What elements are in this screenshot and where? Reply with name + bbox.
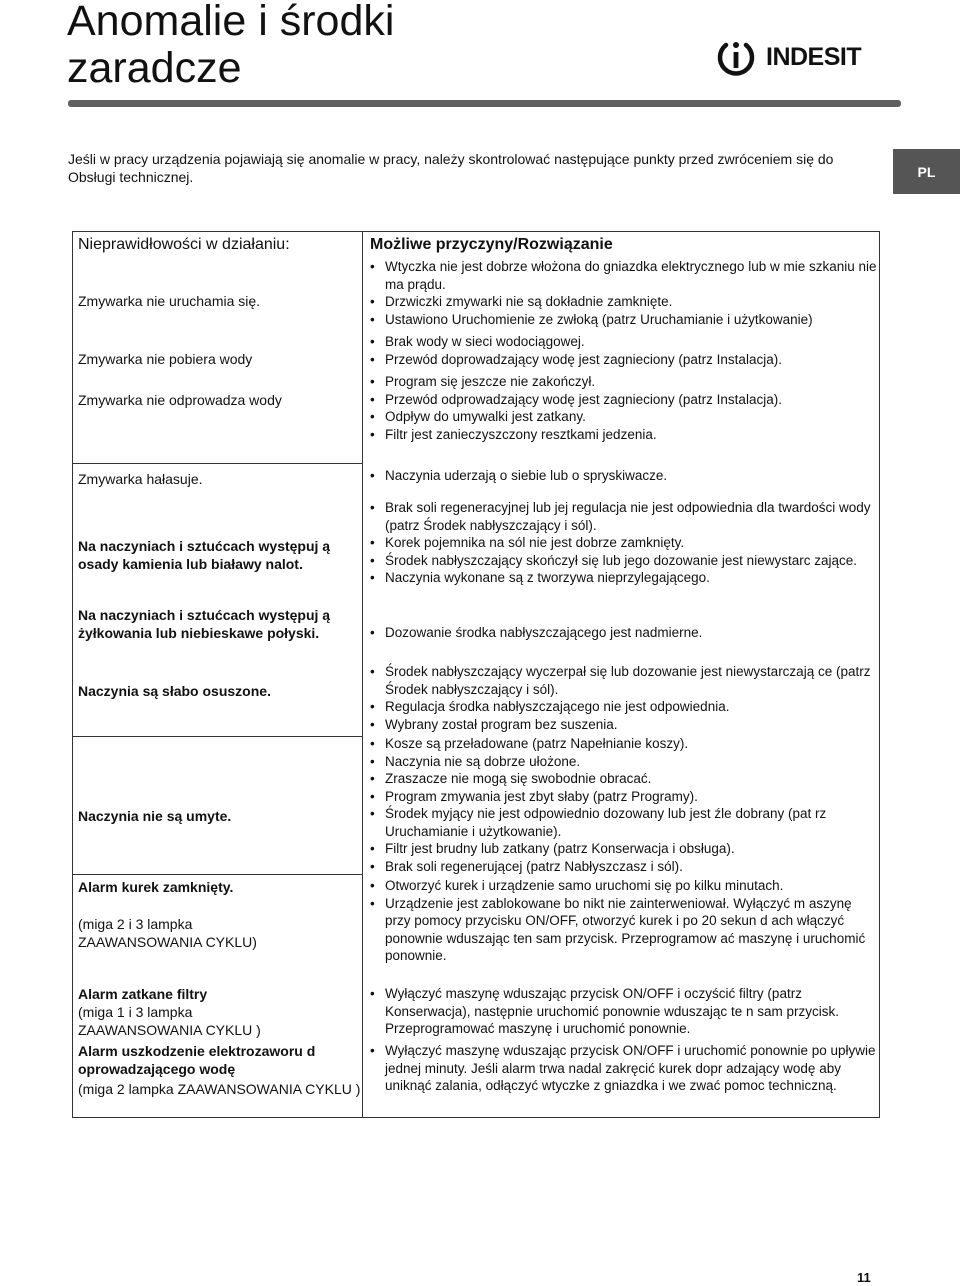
solution-list [370, 333, 878, 368]
page-number: 11 [857, 1270, 871, 1285]
problem-item: Na naczyniach i sztućcach występuj ą osady kamienia lub białawy nalot. [78, 538, 331, 572]
solution-item: • Brak soli regeneracyjnej lub jej regulacja nie jest odpowiednia dla twardości wody (patrz Środek nabłyszczający i sól). [370, 499, 878, 534]
problem-item: Alarm zatkane filtry [78, 986, 208, 1002]
solution-item: • Urządzenie jest zablokowane bo nikt nie zainterweniował. Wyłączyć m aszynę przy pomocy przycisku ON/OFF, otworzyć kurek i po 20 sekun d ach włączyć ponownie wduszając ten sam przycisk. Przeprogramow ać maszynę i uruchomić ponownie. [370, 895, 878, 965]
title-line-1: Anomalie i środki [67, 0, 395, 45]
solution-item: • Wyłączyć maszynę wduszając przycisk ON/OFF i uruchomić ponownie po upływie jednej minuty. Jeśli alarm trwa nadal zakręcić kurek dopr adzający wodę aby uniknąć zalania, odłączyć wtyczke z gniazdka i we zwać pomoc techniczną. [370, 1042, 878, 1095]
solution-item: • Brak wody w sieci wodociągowej. [370, 333, 878, 351]
solution-item: • Program się jeszcze nie zakończył. [370, 373, 878, 391]
solution-item: • Odpływ do umywalki jest zatkany. [370, 408, 878, 426]
solution-item: • Wybrany został program bez suszenia. [370, 716, 878, 734]
solution-item: • Wtyczka nie jest dobrze włożona do gniazdka elektrycznego lub w mie szkaniu nie ma prądu. [370, 258, 878, 293]
solution-item: • Zraszacze nie mogą się swobodnie obracać. [370, 770, 878, 788]
solution-list [370, 663, 878, 733]
power-logo-icon [714, 36, 758, 80]
solution-item: • Środek nabłyszczający skończył się lub jego dozowanie jest niewystarc zające. [370, 552, 878, 570]
solution-item: • Ustawiono Uruchomienie ze zwłoką (patrz Uruchamianie i użytkowanie) [370, 311, 878, 329]
problem-item: Alarm uszkodzenie elektrozaworu d oprowadzającego wodę [78, 1043, 316, 1077]
problem-item: Zmywarka hałasuje. [78, 471, 203, 487]
problem-item: Zmywarka nie pobiera wody [78, 351, 253, 367]
solutions-header: Możliwe przyczyny/Rozwiązanie [370, 236, 613, 253]
brand-name: INDESIT [766, 43, 862, 71]
row-divider [72, 463, 363, 464]
solution-item: • Dozowanie środka nabłyszczającego jest nadmierne. [370, 624, 878, 642]
solution-list [370, 877, 878, 965]
problem-item: Na naczyniach i sztućcach występuj ą żyłkowania lub niebieskawe połyski. [78, 607, 331, 641]
header-rule [68, 100, 901, 107]
language-tab: PL [893, 149, 960, 194]
brand-logo [714, 36, 866, 80]
solution-item: • Środek nabłyszczający wyczerpał się lub dozowanie jest niewystarczają ce (patrz Środek nabłyszczający i sól). [370, 663, 878, 698]
row-divider [72, 874, 363, 875]
solution-item: • Naczynia uderzają o siebie lub o spryskiwacze. [370, 467, 878, 485]
solution-item: • Przewód doprowadzający wodę jest zagnieciony (patrz Instalacja). [370, 351, 878, 369]
solution-list [370, 499, 878, 587]
solution-item: • Filtr jest zanieczyszczony resztkami jedzenia. [370, 426, 878, 444]
problem-item: Zmywarka nie uruchamia się. [78, 293, 261, 309]
solution-list [370, 624, 878, 642]
solution-item: • Otworzyć kurek i urządzenie samo uruchomi się po kilku minutach. [370, 877, 878, 895]
solution-item: • Naczynia nie są dobrze ułożone. [370, 753, 878, 771]
solution-item: • Regulacja środka nabłyszczającego nie jest odpowiednia. [370, 698, 878, 716]
solution-item: • Środek myjący nie jest odpowiednio dozowany lub jest źle dobrany (pat rz Uruchamianie i użytkowanie). [370, 805, 878, 840]
solution-item: • Wyłączyć maszynę wduszając przycisk ON/OFF i oczyścić filtry (patrz Konserwacja), następnie uruchomić ponownie wduszając te n sam przycisk. Przeprogramować maszynę i uruchomić ponownie. [370, 985, 878, 1038]
problem-item: Zmywarka nie odprowadza wody [78, 392, 282, 408]
title-line-2: zaradcze [67, 44, 242, 92]
solution-item: • Przewód odprowadzający wodę jest zagnieciony (patrz Instalacja). [370, 391, 878, 409]
problem-item: Naczynia nie są umyte. [78, 808, 232, 824]
solution-list [370, 985, 878, 1038]
solution-list [370, 258, 878, 328]
problem-item: (miga 2 i 3 lampka ZAAWANSOWANIA CYKLU) [78, 916, 257, 950]
solution-item: • Naczynia wykonane są z tworzywa nieprzylegającego. [370, 569, 878, 587]
problem-item: Naczynia są słabo osuszone. [78, 683, 271, 699]
problem-item: Alarm kurek zamknięty. [78, 879, 234, 895]
row-divider [72, 736, 363, 737]
page-title [67, 0, 394, 92]
solution-item: • Kosze są przeładowane (patrz Napełnianie koszy). [370, 735, 878, 753]
intro-text: Jeśli w pracy urządzenia pojawiają się anomalie w pracy, należy skontrolować następujące punkty przed zwróceniem się do Obsługi technicznej. [68, 151, 834, 185]
solution-item: • Filtr jest brudny lub zatkany (patrz Konserwacja i obsługa). [370, 840, 878, 858]
problem-item: (miga 2 lampka ZAAWANSOWANIA CYKLU ) [78, 1081, 361, 1097]
solution-list [370, 467, 878, 485]
problem-item: (miga 1 i 3 lampka ZAAWANSOWANIA CYKLU ) [78, 1004, 261, 1038]
solution-list [370, 373, 878, 443]
problems-header: Nieprawidłowości w działaniu: [78, 236, 290, 253]
solution-item: • Program zmywania jest zbyt słaby (patrz Programy). [370, 788, 878, 806]
solution-item: • Drzwiczki zmywarki nie są dokładnie zamknięte. [370, 293, 878, 311]
solution-item: • Korek pojemnika na sól nie jest dobrze zamknięty. [370, 534, 878, 552]
solution-item: • Brak soli regenerującej (patrz Nabłyszczasz i sól). [370, 858, 878, 876]
solution-list [370, 735, 878, 875]
solution-list [370, 1042, 878, 1095]
